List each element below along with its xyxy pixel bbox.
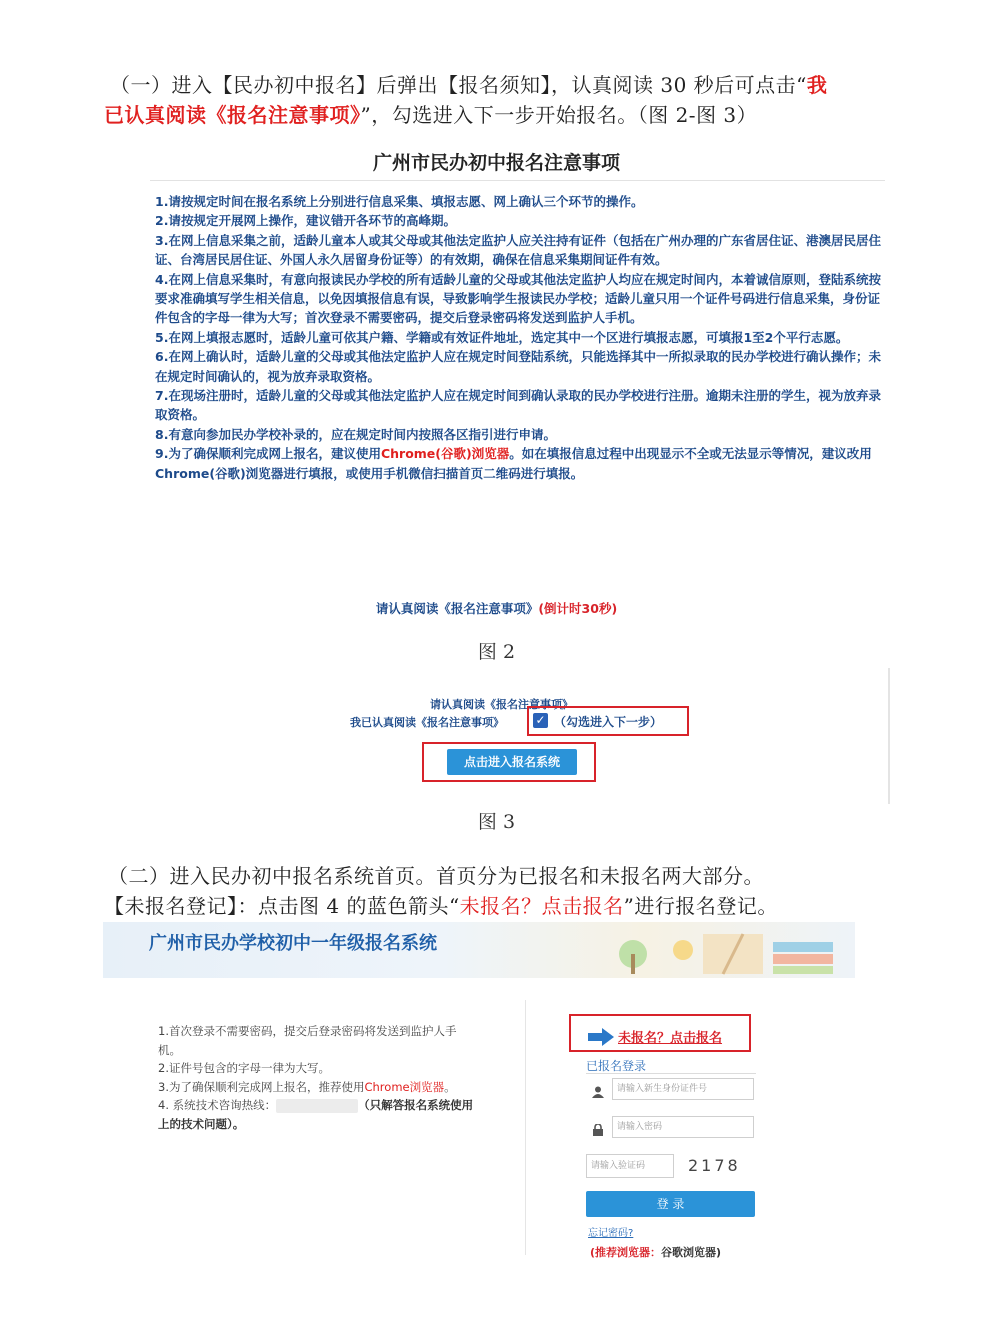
arrow-right-icon bbox=[586, 1027, 616, 1047]
section1-highlight-b: 已认真阅读《报名注意事项》 bbox=[104, 103, 361, 127]
rule-item: 4.在网上信息采集时，有意向报读民办学校的所有适龄儿童的父母或其他法定监护人均应在规定时间内，本着诚信原则，登陆系统按要求准确填写学生相关信息，以免因填报信息有误，导致影响学生报读民办学校；适龄儿童只用一个证件号码进行信息采集，身份证件包含的字母一律为大写；首次登录不需要密码，提交后登录密码将发送到监护人手机。 bbox=[155, 271, 881, 326]
confirm-label: 我已认真阅读《报名注意事项》 bbox=[350, 716, 504, 729]
section2-line2 bbox=[104, 891, 928, 921]
section2-highlight: 未报名？点击报名 bbox=[459, 894, 624, 918]
read-prompt-text: 请认真阅读《报名注意事项》 bbox=[375, 601, 539, 616]
figure2-caption: 图 2 bbox=[477, 641, 516, 663]
countdown-timer: (倒计时30秒) bbox=[538, 601, 618, 616]
confirm-checkbox[interactable] bbox=[533, 713, 548, 728]
rule9-highlight: Chrome(谷歌)浏览器 bbox=[380, 446, 510, 462]
rule-item: 6.在网上确认时，适龄儿童的父母或其他法定监护人应在规定时间登陆系统，只能选择其中一所拟录取的民办学校进行确认操作；未在规定时间确认的，视为放弃录取资格。 bbox=[155, 349, 881, 384]
notice-divider bbox=[150, 180, 885, 181]
section2-line1: （二）进入民办初中报名系统首页。首页分为已报名和未报名两大部分。 bbox=[108, 864, 764, 888]
id-number-input[interactable]: 请输入新生身份证件号 bbox=[612, 1078, 754, 1100]
hotline-blurred bbox=[276, 1099, 358, 1113]
rule-item: 3.在网上信息采集之前，适龄儿童本人或其父母或其他法定监护人应关注持有证件（包括在广州办理的广东省居住证、港澳居民居住证、台湾居民居住证、外国人永久居留身份证等）的有效期，确保在信息采集期间证件有效。 bbox=[155, 232, 881, 268]
note-2: 2.证件号包含的字母一律为大写。 bbox=[158, 1061, 330, 1075]
notice-title: 广州市民办初中报名注意事项 bbox=[372, 152, 620, 174]
check-icon: ✓ bbox=[535, 713, 546, 727]
section1-paragraph bbox=[104, 70, 890, 130]
note-3 bbox=[158, 1078, 476, 1097]
read-prompt bbox=[0, 599, 993, 617]
section1-text-a: （一）进入【民办初中报名】后弹出【报名须知】，认真阅读 30 秒后可点击“ bbox=[110, 73, 807, 97]
section2-paragraph bbox=[104, 861, 928, 921]
recommended-browser bbox=[590, 1244, 721, 1260]
captcha-input[interactable]: 请输入验证码 bbox=[586, 1154, 674, 1178]
rule9-text-a: 9.为了确保顺利完成网上报名，建议使用 bbox=[155, 446, 381, 462]
section1-text-b: ”，勾选进入下一步开始报名。（图 2-图 3） bbox=[360, 103, 758, 127]
rule9-text-b: 。如在填报信息过程中出现显示不全或无法显示等情况，建议改用Chrome(谷歌)浏览器进行填报，或使用手机微信扫描首页二维码进行填报。 bbox=[155, 446, 872, 481]
login-button[interactable]: 登 录 bbox=[586, 1191, 755, 1217]
user-icon bbox=[592, 1083, 604, 1095]
note3-text-a: 3.为了确保顺利完成网上报名，推荐使用 bbox=[158, 1079, 365, 1094]
login-heading: 已报名登录 bbox=[586, 1059, 647, 1073]
figure3-prompt: 请认真阅读《报名注意事项》 bbox=[430, 698, 573, 711]
panel-divider bbox=[525, 1000, 526, 1255]
note3-text-b: 。 bbox=[444, 1079, 456, 1094]
section1-line1 bbox=[110, 70, 890, 100]
register-link[interactable]: 未报名？点击报名 bbox=[618, 1031, 723, 1046]
figure3-edge bbox=[888, 668, 890, 804]
rule-item: 1.请按规定时间在报名系统上分别进行信息采集、填报志愿、网上确认三个环节的操作。 bbox=[155, 194, 644, 209]
system-banner bbox=[103, 922, 855, 978]
lock-icon bbox=[593, 1121, 603, 1133]
rule-item-9 bbox=[155, 444, 883, 483]
captcha-image[interactable]: 2178 bbox=[688, 1156, 741, 1175]
rule-item: 2.请按规定开展网上操作，建议错开各环节的高峰期。 bbox=[155, 213, 456, 229]
note3-browser: Chrome浏览器 bbox=[364, 1079, 445, 1094]
banner-illustration bbox=[573, 924, 853, 976]
forgot-password-link[interactable]: 忘记密码? bbox=[588, 1228, 634, 1239]
login-notes bbox=[158, 1022, 476, 1133]
rule-item: 5.在网上填报志愿时，适龄儿童可依其户籍、学籍或有效证件地址，选定其中一个区进行填报志愿，可填报1至2个平行志愿。 bbox=[155, 329, 849, 345]
section1-line2 bbox=[104, 100, 890, 130]
enter-system-button[interactable]: 点击进入报名系统 bbox=[447, 749, 577, 775]
section2-text-b: ”进行报名登记。 bbox=[623, 894, 778, 918]
note4-text-a: 4. 系统技术咨询热线： bbox=[158, 1098, 277, 1112]
note4-text-b: （只解答报名系统使用上的技术问题）。 bbox=[158, 1098, 474, 1131]
next-step-label: （勾选进入下一步） bbox=[554, 715, 663, 729]
recommend-label: (推荐浏览器： bbox=[590, 1246, 662, 1259]
figure3-caption: 图 3 bbox=[477, 811, 516, 833]
recommend-browser-name: 谷歌浏览器) bbox=[661, 1246, 722, 1259]
banner-title: 广州市民办学校初中一年级报名系统 bbox=[149, 933, 437, 954]
rule-item: 8.有意向参加民办学校补录的，应在规定时间内按照各区指引进行申请。 bbox=[155, 426, 556, 442]
login-heading-divider bbox=[586, 1073, 756, 1074]
note-1: 1.首次登录不需要密码，提交后登录密码将发送到监护人手机。 bbox=[158, 1024, 457, 1057]
section2-text-a: 【未报名登记】：点击图 4 的蓝色箭头“ bbox=[104, 894, 460, 918]
notice-rules bbox=[155, 192, 883, 483]
rule-item: 7.在现场注册时，适龄儿童的父母或其他法定监护人应在规定时间到确认录取的民办学校进行注册。逾期未注册的学生，视为放弃录取资格。 bbox=[155, 388, 881, 423]
note-4 bbox=[158, 1096, 476, 1133]
section1-highlight-a: 我 bbox=[806, 73, 828, 97]
password-input[interactable]: 请输入密码 bbox=[612, 1116, 754, 1138]
